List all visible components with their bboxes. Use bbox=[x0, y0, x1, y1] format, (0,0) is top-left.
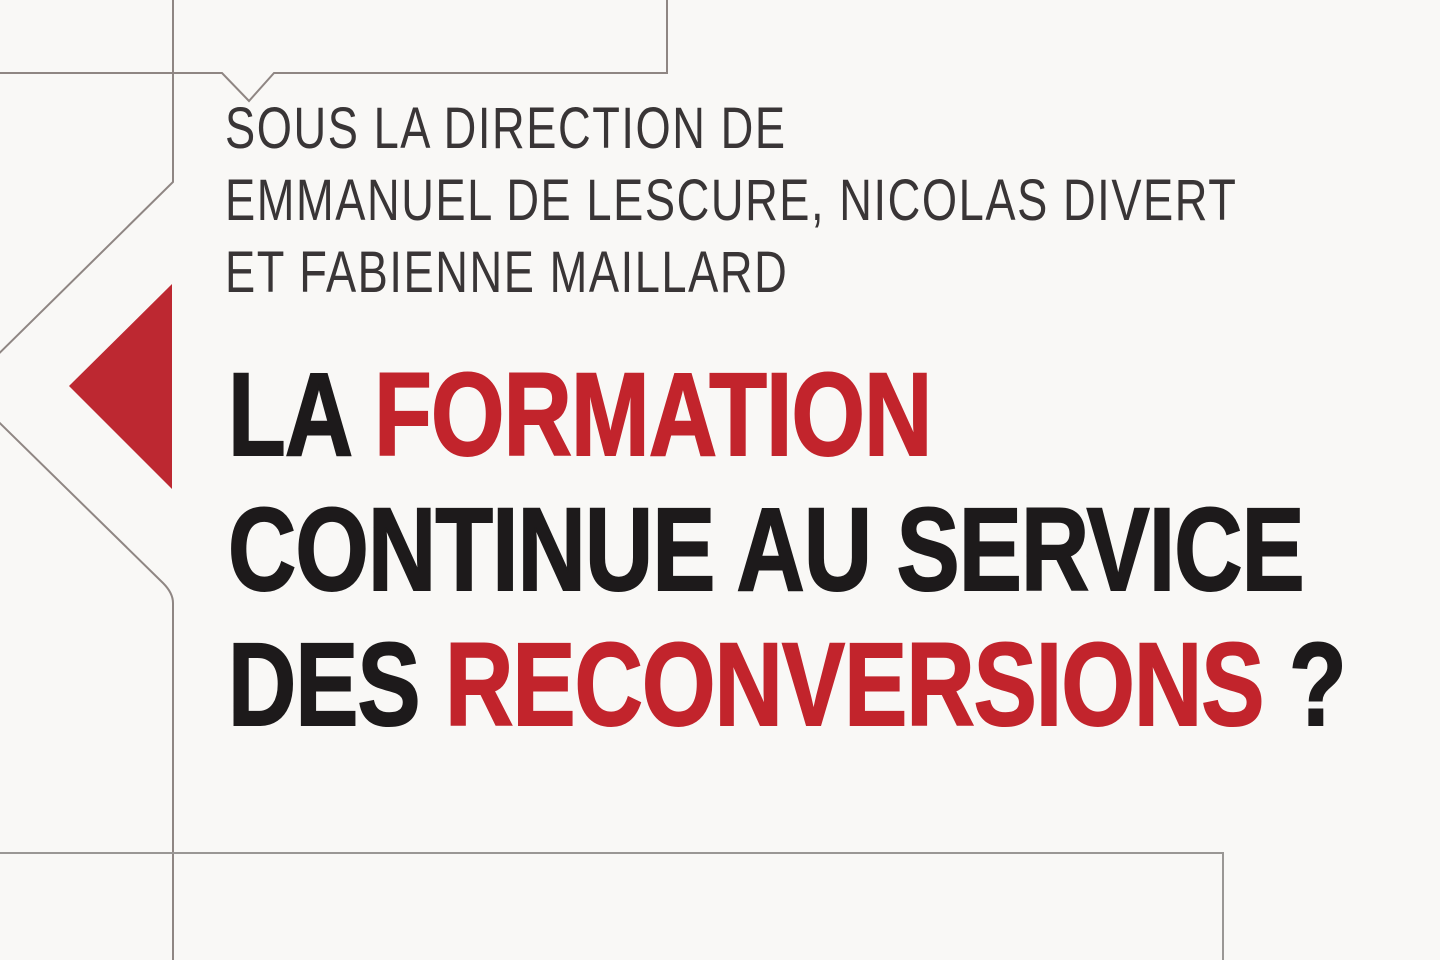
title-line-2 bbox=[228, 483, 1346, 618]
title-line3-red-text: RECONVERSIONS bbox=[445, 619, 1264, 751]
top-tab-outline-line bbox=[0, 0, 667, 101]
title-line1-red-text: FORMATION bbox=[374, 349, 932, 481]
red-triangle bbox=[69, 284, 172, 489]
byline-line-1: SOUS LA DIRECTION DE bbox=[225, 96, 787, 161]
byline-line-2: EMMANUEL DE LESCURE, NICOLAS DIVERT bbox=[225, 168, 1238, 233]
title-line3-question-mark: ? bbox=[1263, 619, 1346, 751]
title-line3-black-text: DES bbox=[228, 619, 446, 751]
book-title bbox=[228, 348, 1346, 753]
left-chevron-outline-line bbox=[0, 0, 173, 960]
title-line-1 bbox=[228, 348, 1346, 483]
bottom-frame-outline-line bbox=[0, 853, 1223, 960]
title-line1-black-text: LA bbox=[228, 349, 375, 481]
title-line-3 bbox=[228, 618, 1346, 753]
byline bbox=[225, 93, 1237, 309]
byline-line-3: ET FABIENNE MAILLARD bbox=[225, 240, 789, 305]
title-line2-text: CONTINUE AU SERVICE bbox=[228, 484, 1304, 616]
